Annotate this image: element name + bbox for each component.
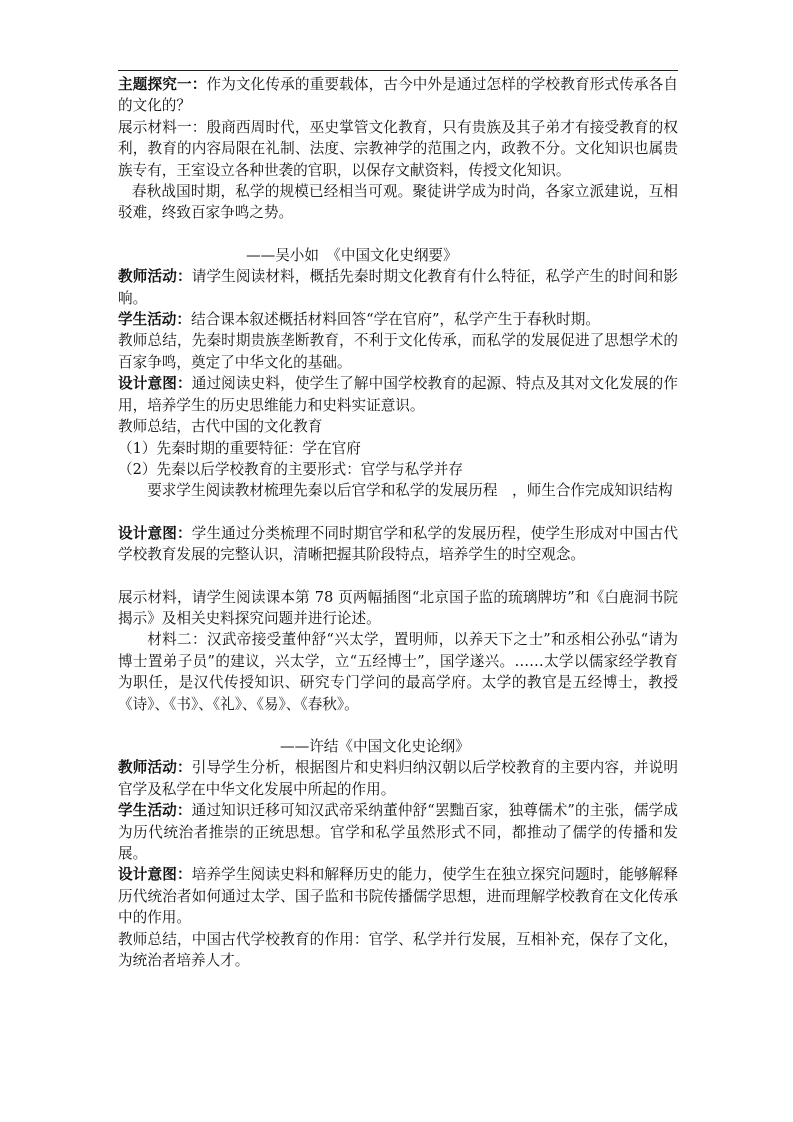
teacher-summary-1: 教师总结，先秦时期贵族垄断教育，不利于文化传承，而私学的发展促进了思想学术的百家争鸣，奠定了中华文化的基础。	[118, 332, 678, 371]
list-item-2: （2）先秦以后学校教育的主要形式：官学与私学并存	[118, 460, 463, 478]
material1-paragraph2: 春秋战国时期，私学的规模已经相当可观。聚徒讲学成为时尚，各家立派建说，互相驳难，终致百家争鸣之势。	[118, 183, 678, 222]
design-intent-1: 设计意图：通过阅读史料，使学生了解中国学校教育的起源、特点及其对文化发展的作用，培养学生的历史思维能力和史料实证意识。	[118, 375, 678, 414]
material1-intro: 展示材料一：	[118, 118, 207, 136]
top-rule	[118, 70, 678, 71]
document-page	[118, 70, 678, 971]
material2-intro: 展示材料，请学生阅读课本第 78 页两幅插图“北京国子监的琉璃牌坊”和《白鹿洞书院揭示》及相关史料探究问题并进行论述。	[118, 588, 678, 627]
material1-paragraph1: 展示材料一：殷商西周时代，巫史掌管文化教育，只有贵族及其子弟才有接受教育的权利，教育的内容局限在礼制、法度、宗教神学的范围之内，政教不分。文化知识也属贵族专有，王室设立各种世袭的官职，以保存文献资料，传授文化知识。	[118, 118, 678, 179]
design-intent-2: 设计意图：学生通过分类梳理不同时期官学和私学的发展历程，使学生形成对中国古代学校教育发展的完整认识，清晰把握其阶段特点，培养学生的时空观念。	[118, 524, 678, 564]
task-instruction: 要求学生阅读教材梳理先秦以后官学和私学的发展历程 ，师生合作完成知识结构	[147, 482, 673, 500]
material1-citation: ——吴小如 《中国文化史纲要》	[246, 246, 458, 264]
teacher-activity-3: 教师活动：引导学生分析，根据图片和史料归纳汉朝以后学校教育的主要内容，并说明官学及私学在中华文化发展中所起的作用。	[118, 759, 678, 798]
list-item-1: （1）先秦时期的重要特征：学在官府	[118, 439, 361, 457]
material2-text: 材料二：汉武帝接受董仲舒“兴太学，置明师，以养天下之士”和丞相公孙弘“请为博士置弟子员”的建议，兴太学，立“五经博士”，国学遂兴。……太学以儒家经学教育为职任，是汉代传授知识、研究专门学问的最高学府。太学的教官是五经博士，教授《诗》、《书》、《礼》、《易》、《春秋》。	[118, 631, 678, 713]
theme-question: 主题探究一：作为文化传承的重要载体，古今中外是通过怎样的学校教育形式传承各自的文化的？	[118, 76, 678, 115]
material2-citation: ——许结《中国文化史论纲》	[280, 737, 470, 755]
theme-heading: 主题探究一：	[118, 76, 207, 93]
student-activity-3: 学生活动：通过知识迁移可知汉武帝采纳董仲舒“罢黜百家，独尊儒术”的主张，儒学成为历代统治者推崇的正统思想。官学和私学虽然形式不同，都推动了儒学的传播和发展。	[118, 802, 678, 862]
teacher-summary-2: 教师总结，古代中国的文化教育	[118, 418, 323, 436]
teacher-summary-3: 教师总结，中国古代学校教育的作用：官学、私学并行发展，互相补充，保存了文化，为统治者培养人才。	[118, 930, 678, 970]
student-activity-1: 学生活动：结合课本叙述概括材料回答“学在官府”，私学产生于春秋时期。	[118, 311, 600, 329]
design-intent-3: 设计意图：培养学生阅读史料和解释历史的能力，使学生在独立探究问题时，能够解释历代统治者如何通过太学、国子监和书院传播儒学思想，进而理解学校教育在文化传承中的作用。	[118, 866, 678, 927]
teacher-activity-1: 教师活动：请学生阅读材料，概括先秦时期文化教育有什么特征，私学产生的时间和影响。	[118, 268, 678, 307]
